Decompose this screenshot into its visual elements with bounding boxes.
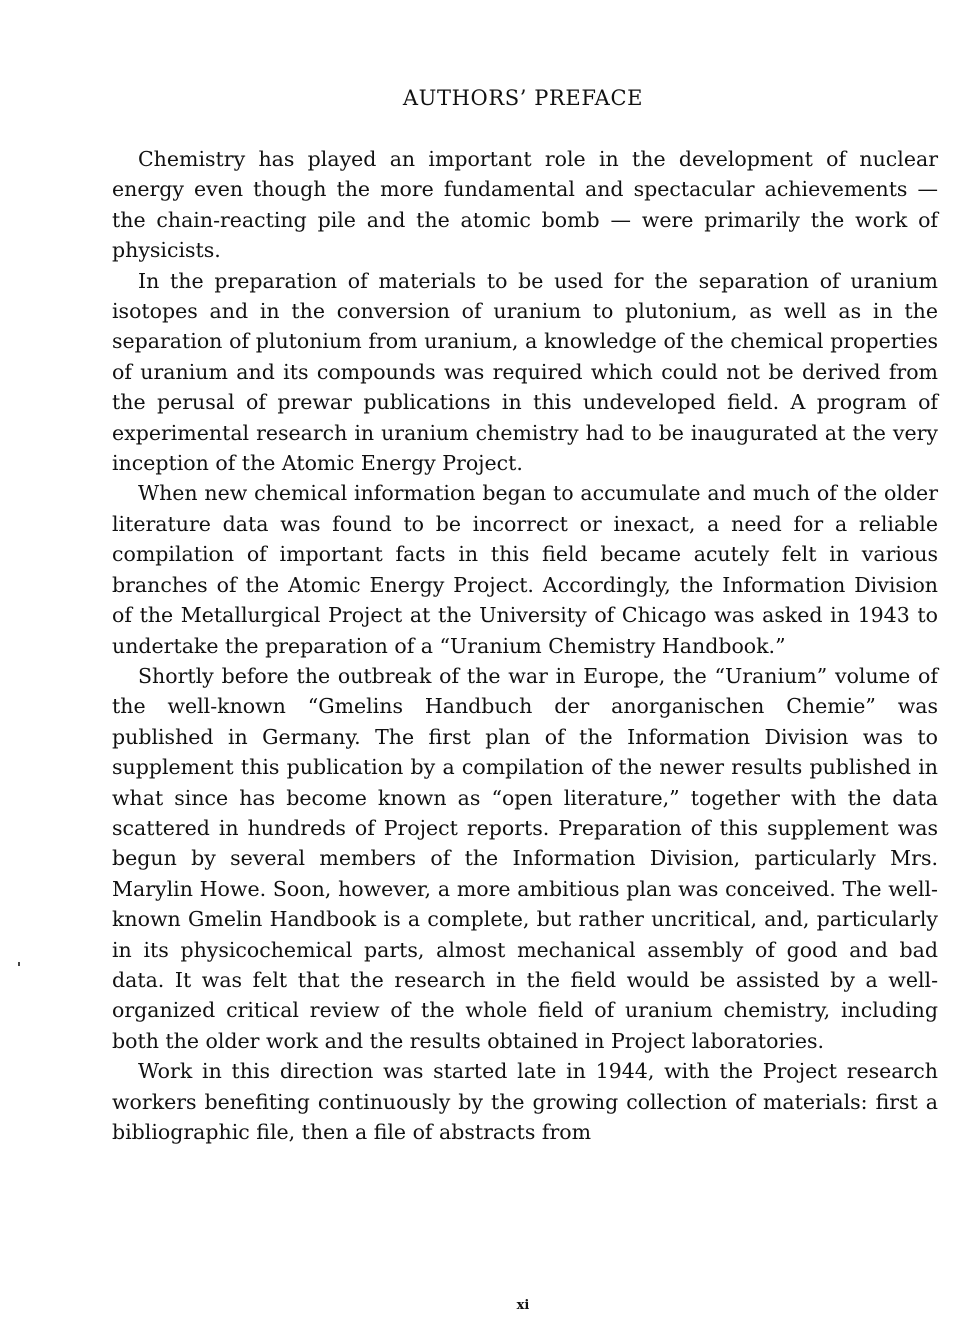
page-title: AUTHORS’ PREFACE [402, 86, 644, 110]
page-number: xi [516, 1298, 530, 1313]
scan-speck [18, 962, 20, 966]
paragraph-5: Work in this direction was started late in 1944, with the Project research workers benefiting continuously by the growing collection of materials: first a bibliographic file, then a file of abstracts from [112, 1059, 938, 1144]
paragraph-2: In the preparation of materials to be used for the separation of uranium isotopes and in the conversion of uranium to plutonium, as well as in the separation of plutonium from uranium, a knowledge of the chemical properties of uranium and its compounds was required which could not be derived from the perusal of prewar publications in this undeveloped field. A program of experimental research in uranium chemistry had to be inaugurated at the very inception of the Atomic Energy Project. [112, 268, 938, 476]
body-text [112, 144, 938, 1147]
paragraph-3: When new chemical information began to accumulate and much of the older literature data was found to be incorrect or inexact, a need for a reliable compilation of important facts in this field became acutely felt in various branches of the Atomic Energy Project. Accordingly, the Information Division of the Metallurgical Project at the University of Chicago was asked in 1943 to undertake the preparation of a “Uranium Chemistry Handbook.” [112, 481, 938, 658]
paragraph-4: Shortly before the outbreak of the war in Europe, the “Uranium” volume of the well-known “Gmelins Handbuch der anorganischen Chemie” was published in Germany. The first plan of the Information Division was to supplement this publication by a compilation of the newer results published in what since has become known as “open literature,” together with the data scattered in hundreds of Project reports. Preparation of this supplement was begun by several members of the Information Division, particularly Mrs. Marylin Howe. Soon, however, a more ambitious plan was conceived. The well-known Gmelin Handbook is a complete, but rather uncritical, and, particularly in its physicochemical parts, almost mechanical assembly of good and bad data. It was felt that the research in the field would be assisted by a well-organized critical review of the whole field of uranium chemistry, including both the older work and the results obtained in Project laboratories. [112, 663, 938, 1053]
paragraph-1: Chemistry has played an important role in the development of nuclear energy even though the more fundamental and spectacular achievements — the chain-reacting pile and the atomic bomb — were primarily the work of physicists. [112, 147, 938, 263]
